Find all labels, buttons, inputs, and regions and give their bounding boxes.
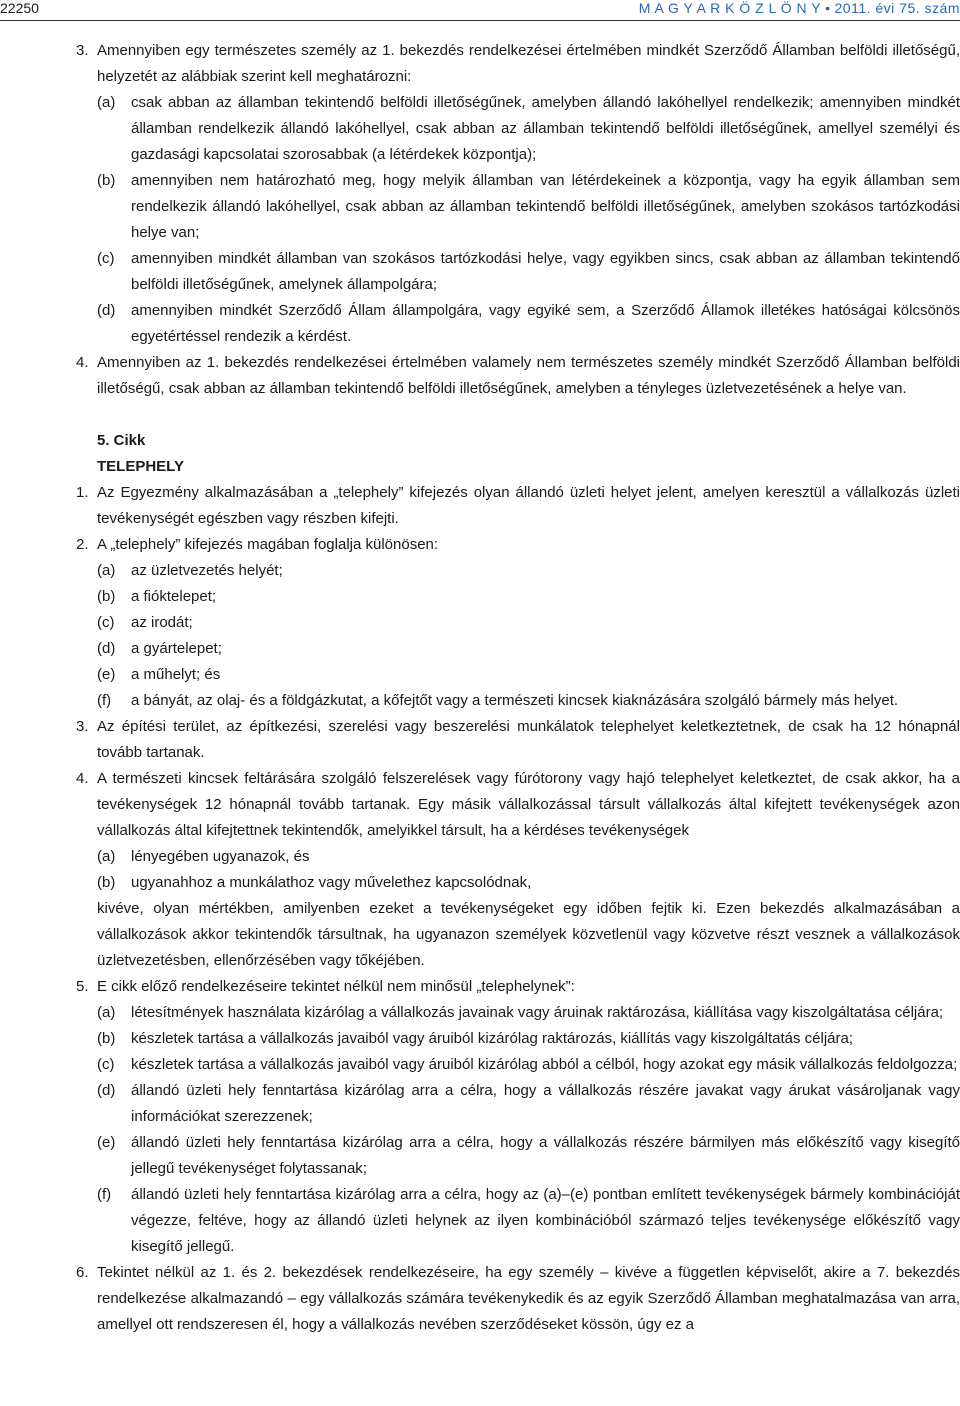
sub-item-text: állandó üzleti hely fenntartása kizárólag arra a célra, hogy a vállalkozás részére bármilyen más előkészítő vagy kisegítő jellegű tevékenységet folytassanak; (131, 1134, 960, 1177)
numbered-paragraph (0, 1260, 960, 1338)
sub-item-text: az üzletvezetés helyét; (131, 562, 283, 579)
article-items (0, 480, 960, 1338)
sub-item (0, 1052, 960, 1078)
numbered-paragraph (0, 714, 960, 766)
paragraph-number: 4. (76, 770, 89, 787)
header-bullet: • (825, 0, 831, 16)
sub-item-label: (b) (97, 588, 116, 605)
sub-item-label: (a) (97, 1004, 116, 1021)
sub-item-text: lényegében ugyanazok, és (131, 848, 310, 865)
paragraph-number: 6. (76, 1264, 89, 1281)
numbered-paragraph (0, 766, 960, 844)
sub-item (0, 1000, 960, 1026)
journal-title: M A G Y A R K Ö Z L Ö N Y (638, 0, 822, 16)
sub-item (0, 1182, 960, 1260)
sub-item-text: amennyiben mindkét államban van szokásos tartózkodási helye, vagy egyikben sincs, csak abban az államban tekintendő belföldi illetőségűnek, amelynek állampolgára; (131, 250, 960, 293)
paragraph-number: 5. (76, 978, 89, 995)
sub-item-label: (b) (97, 874, 116, 891)
paragraph-number: 2. (76, 536, 89, 553)
sub-item (0, 636, 960, 662)
sub-item-text: az irodát; (131, 614, 193, 631)
numbered-paragraph (0, 350, 960, 402)
sub-item-label: (f) (97, 692, 112, 709)
header-rule (0, 20, 960, 21)
sub-item (0, 90, 960, 168)
sub-item-text: a bányát, az olaj- és a földgázkutat, a kőfejtőt vagy a természeti kincsek kiaknázására szolgáló bármely más helyet. (131, 692, 899, 709)
sub-item-label: (e) (97, 1134, 116, 1151)
page-header (0, 0, 960, 22)
journal-header (639, 0, 960, 16)
paragraph-text: A „telephely” kifejezés magában foglalja különösen: (97, 536, 439, 553)
sub-item-text: a műhelyt; és (131, 666, 221, 683)
sub-item (0, 1078, 960, 1130)
paragraph-number: 4. (76, 354, 89, 371)
document-body (0, 38, 960, 1338)
sub-item-text: készletek tartása a vállalkozás javaiból vagy áruiból kizárólag raktározás, kiállítás vagy kiszolgáltatás céljára; (131, 1030, 854, 1047)
sub-item (0, 870, 960, 896)
sub-item-text: ugyanahhoz a munkálathoz vagy művelethez kapcsolódnak, (131, 874, 532, 891)
sub-item-label: (d) (97, 640, 116, 657)
sub-item-text: a fióktelepet; (131, 588, 217, 605)
sub-item (0, 168, 960, 246)
sub-item (0, 662, 960, 688)
paragraph-number: 3. (76, 718, 89, 735)
paragraph-text: Amennyiben az 1. bekezdés rendelkezései értelmében valamely nem természetes személy mindkét Szerződő Államban belföldi illetőségű, csak abban az államban tekintendő belföldi illetőségűnek, amelyben a tényleges üzletvezetésének a helye van. (97, 354, 960, 397)
paragraph-text: E cikk előző rendelkezéseire tekintet nélkül nem minősül „telephelynek”: (97, 978, 575, 995)
sub-item (0, 246, 960, 298)
sub-item-text: állandó üzleti hely fenntartása kizárólag arra a célra, hogy az (a)–(e) pontban említett tevékenységek bármely kombinációját végezze, feltéve, hogy az állandó üzleti helynek az ilyen kombinációból származó teljes tevékenysége előkészítő vagy kisegítő jellegű. (131, 1186, 960, 1255)
sub-item-text: készletek tartása a vállalkozás javaiból vagy áruiból kizárólag abból a célból, hogy azokat egy másik vállalkozás feldolgozza; (131, 1056, 958, 1073)
paragraph-text: A természeti kincsek feltárására szolgáló felszerelések vagy fúrótorony vagy hajó telephelyet keletkeztet, de csak akkor, ha a tevékenységek 12 hónapnál tovább tartanak. Egy másik vállalkozással társult vállalkozás által kifejtett tevékenységek azon vállalkozás által kifejtettnek tekintendők, amelyikkel társult, ha a kérdéses tevékenységek (97, 770, 960, 839)
sub-item-text: amennyiben nem határozható meg, hogy melyik államban van létérdekeinek a központja, vagy ha egyik államban sem rendelkezik állandó lakóhellyel, csak abban az államban tekintendő belföldi illetőségűnek, amelyben szokásos tartózkodási helye van; (131, 172, 960, 241)
paragraph-number: 1. (76, 484, 89, 501)
sub-item (0, 1026, 960, 1052)
sub-item-label: (e) (97, 666, 116, 683)
sub-item-label: (f) (97, 1186, 112, 1203)
paragraph-text: Amennyiben egy természetes személy az 1. bekezdés rendelkezései értelmében mindkét Szerződő Államban belföldi illetőségű, helyzetét az alábbiak szerint kell meghatározni: (97, 42, 960, 85)
numbered-paragraph (0, 480, 960, 532)
sub-item (0, 688, 960, 714)
numbered-paragraph (0, 974, 960, 1000)
sub-item-label: (b) (97, 1030, 116, 1047)
sub-item-label: (a) (97, 562, 116, 579)
page-number: 22250 (0, 0, 39, 16)
journal-issue: 2011. évi 75. szám (834, 0, 960, 16)
sub-item (0, 298, 960, 350)
sub-item-label: (c) (97, 614, 115, 631)
sub-item (0, 1130, 960, 1182)
paragraph-number: 3. (76, 42, 89, 59)
sub-item-label: (a) (97, 94, 116, 111)
paragraph-text: Tekintet nélkül az 1. és 2. bekezdések rendelkezéseire, ha egy személy – kivéve a független képviselőt, akire a 7. bekezdés rendelkezése alkalmazandó – egy vállalkozás számára tevékenykedik és az egyik Szerződő Államban meghatalmazása van arra, amellyel ott rendszeresen él, hogy a vállalkozás nevében szerződéseket kössön, úgy ez a (97, 1264, 960, 1333)
sub-item (0, 844, 960, 870)
top-items (0, 38, 960, 402)
sub-item-label: (c) (97, 1056, 115, 1073)
article-subtitle: TELEPHELY (97, 458, 184, 475)
article-title: 5. Cikk (97, 432, 146, 449)
sub-item-label: (d) (97, 302, 116, 319)
paragraph-text: Az Egyezmény alkalmazásában a „telephely” kifejezés olyan állandó üzleti helyet jelent, amelyen keresztül a vállalkozás üzleti tevékenységét egészben vagy részben kifejti. (97, 484, 960, 527)
continuation-text: kivéve, olyan mértékben, amilyenben ezeket a tevékenységeket egy időben fejtik ki. Ezen bekezdés alkalmazásában a vállalkozások akkor tekintendők társultnak, ha ugyanazon személyek közvetlenül vagy közvetve részt vesznek a vállalkozások üzletvezetésben, ellenőrzésében vagy tőkéjében. (97, 900, 960, 969)
sub-item (0, 558, 960, 584)
sub-item-text: csak abban az államban tekintendő belföldi illetőségűnek, amelyben állandó lakóhellyel rendelkezik; amennyiben mindkét államban rendelkezik állandó lakóhellyel, csak abban az államban tekintendő belföldi illetőségűnek, amellyel személyi és gazdasági kapcsolatai szorosabbak (a létérdekek központja); (131, 94, 960, 163)
numbered-paragraph (0, 532, 960, 558)
sub-item-text: létesítmények használata kizárólag a vállalkozás javainak vagy áruinak raktározása, kiállítása vagy kiszolgáltatása céljára; (131, 1004, 944, 1021)
sub-item-label: (c) (97, 250, 115, 267)
sub-item-label: (b) (97, 172, 116, 189)
sub-item-text: állandó üzleti hely fenntartása kizárólag arra a célra, hogy a vállalkozás részére javakat vagy árukat vásároljanak vagy információkat szerezzenek; (131, 1082, 960, 1125)
sub-item-text: a gyártelepet; (131, 640, 222, 657)
sub-item-text: amennyiben mindkét Szerződő Állam állampolgára, vagy egyiké sem, a Szerződő Államok illetékes hatóságai kölcsönös egyetértéssel rendezik a kérdést. (131, 302, 960, 345)
sub-item-label: (d) (97, 1082, 116, 1099)
sub-item-label: (a) (97, 848, 116, 865)
sub-item (0, 610, 960, 636)
paragraph-text: Az építési terület, az építkezési, szerelési vagy beszerelési munkálatok telephelyet keletkeztetnek, de csak ha 12 hónapnál tovább tartanak. (97, 718, 960, 761)
numbered-paragraph (0, 38, 960, 90)
sub-item (0, 584, 960, 610)
